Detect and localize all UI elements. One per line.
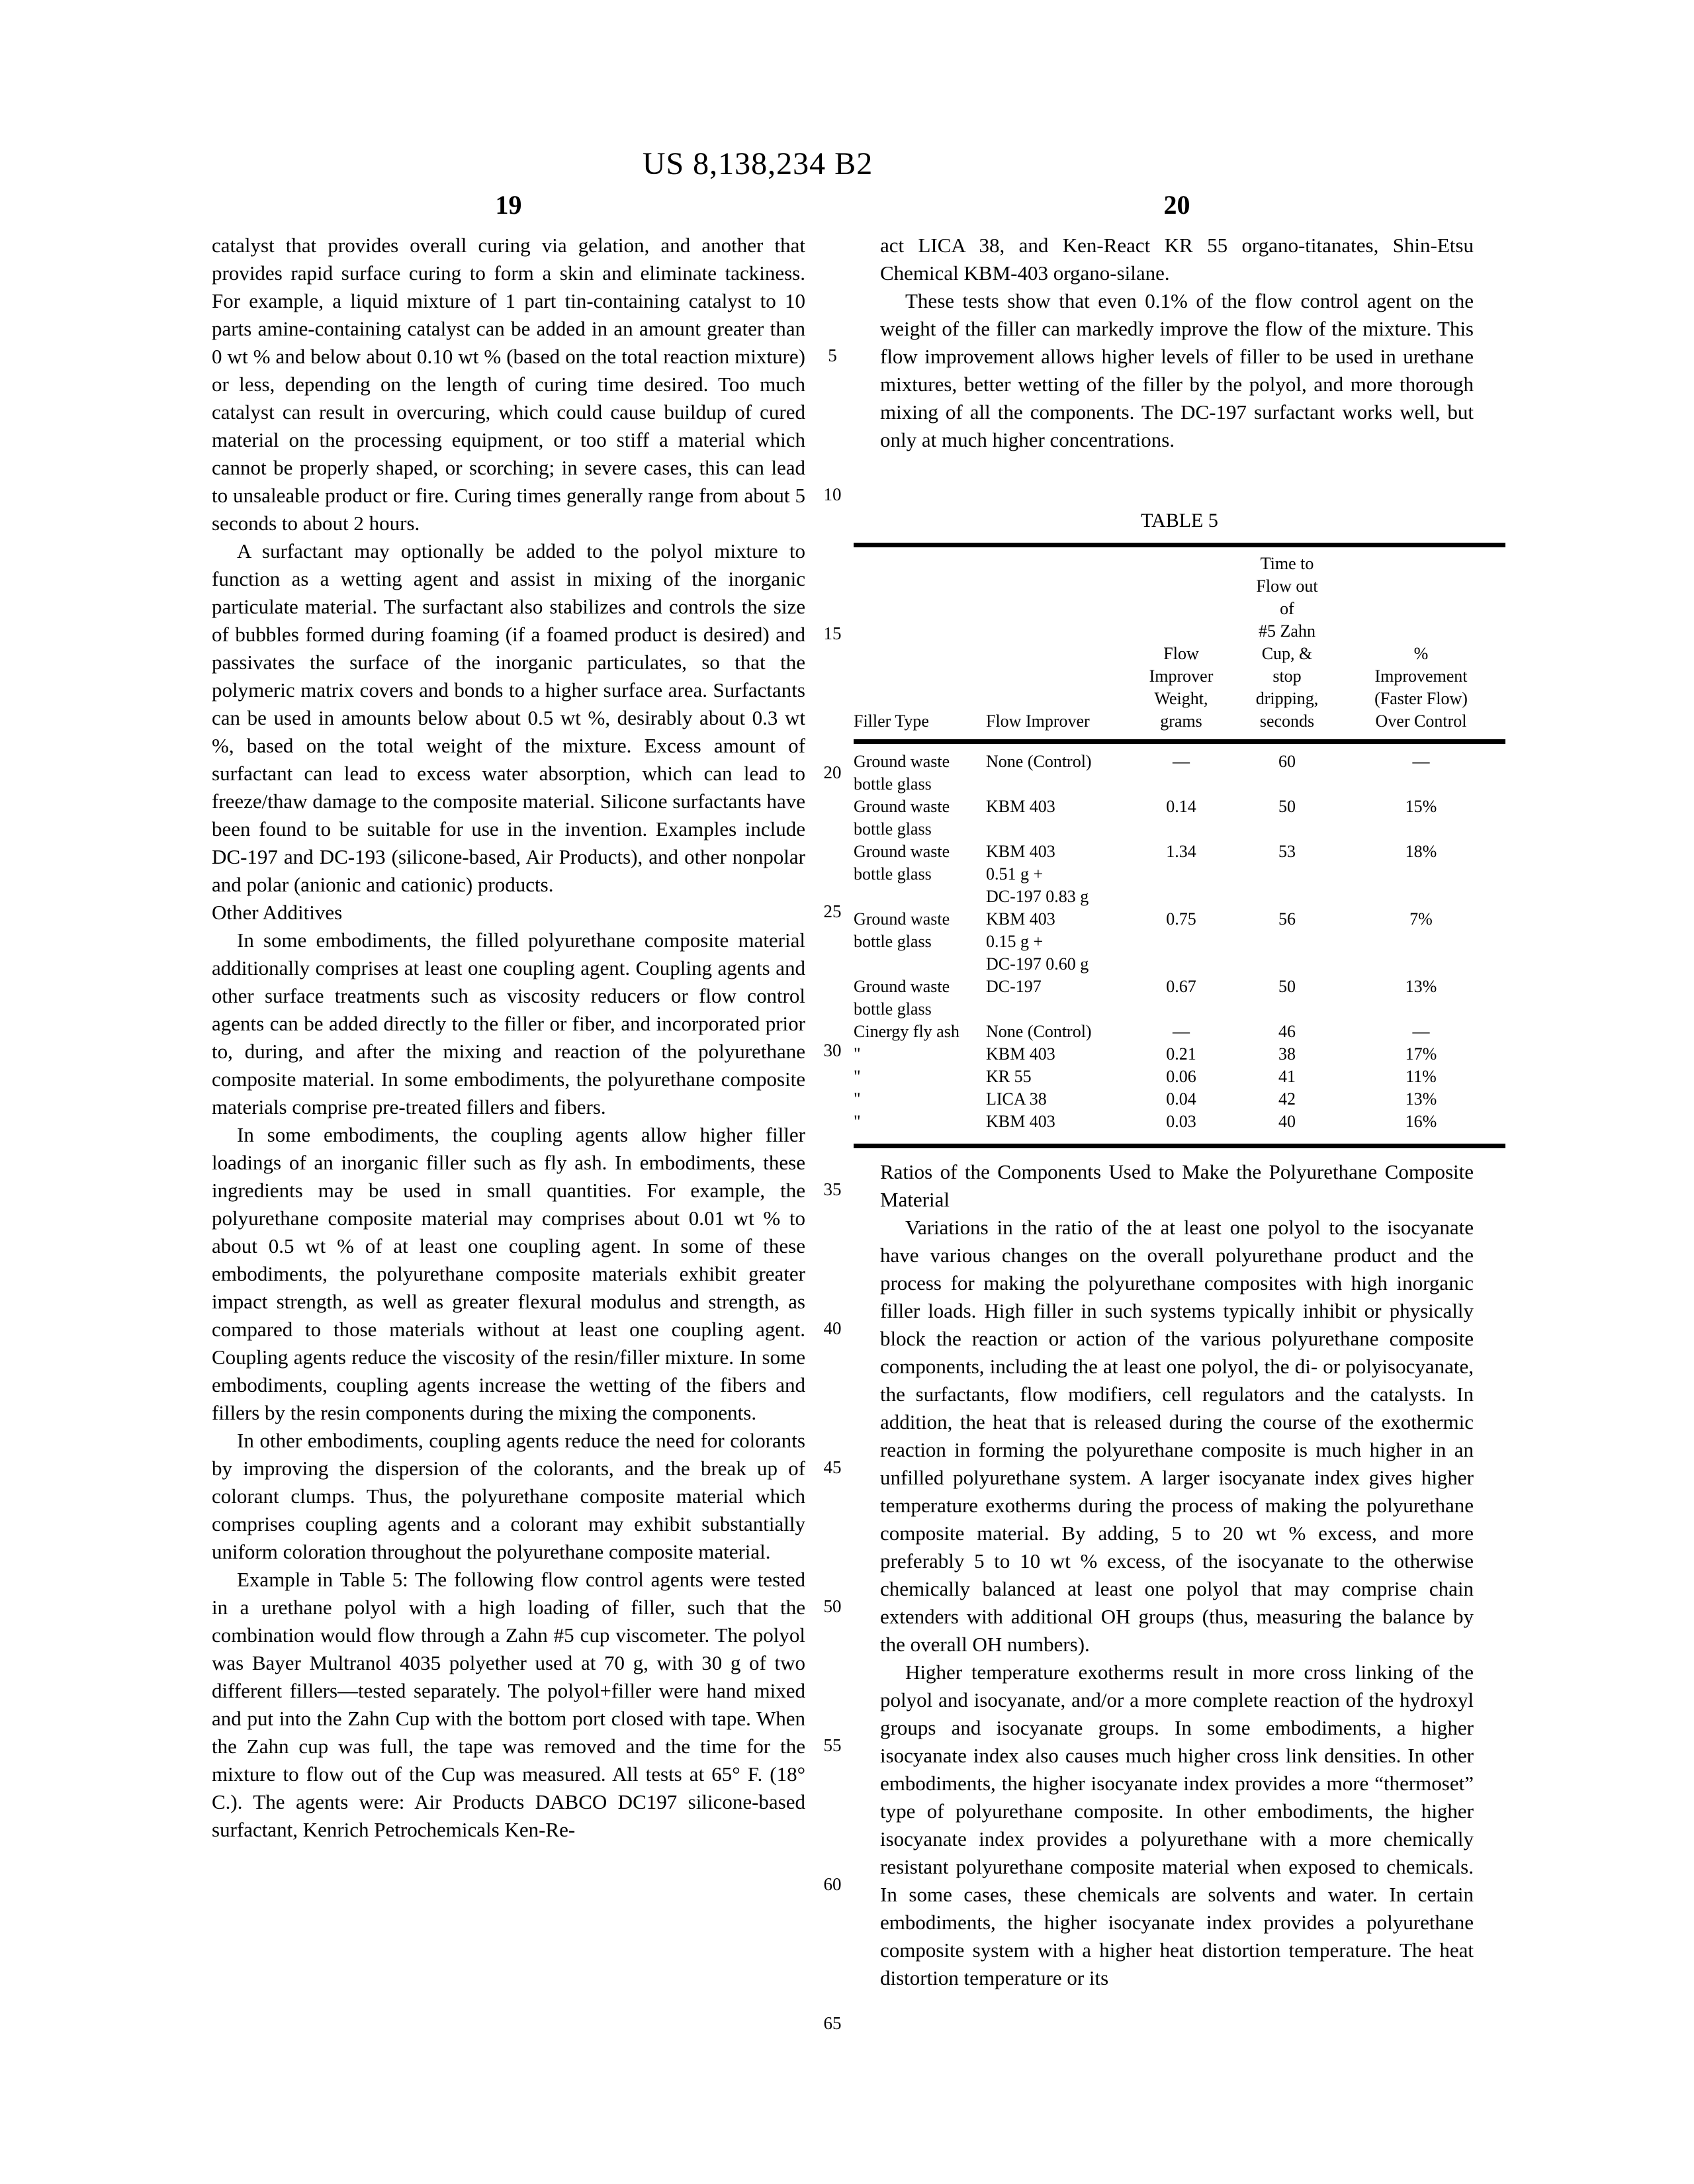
- paragraph: Higher temperature exotherms result in more cross linking of the polyol and isocyanate, and/or a more complete reaction of the hydroxyl groups and isocyanate groups. In some embodiments, a higher isocyanate index also causes much higher cross link densities. In other embodiments, the higher isocyanate index provides a more “thermoset” type of polyurethane composite. In other embodiments, the higher isocyanate index provides a polyurethane with a more chemically resistant polyurethane composite material when exposed to chemicals. In some cases, these chemicals are solvents and water. In certain embodiments, the higher isocyanate index provides a polyurethane composite system with a higher heat distortion temperature. The heat distortion temperature or its: [880, 1661, 1474, 1989]
- table-cell: KBM 403: [986, 1112, 1055, 1131]
- table-cell: Ground waste bottle glass: [854, 842, 950, 884]
- table-cell: 11%: [1405, 1067, 1437, 1086]
- table-cell: KBM 403: [986, 1044, 1055, 1064]
- table-cell: 7%: [1409, 909, 1433, 929]
- table-cell: Cinergy fly ash: [854, 1022, 959, 1041]
- table-cell: 13%: [1405, 977, 1437, 996]
- right-column-bottom: [880, 1158, 1474, 1992]
- table-cell: None (Control): [986, 752, 1092, 771]
- column-header-improvement: % Improvement (Faster Flow) Over Control: [1374, 644, 1468, 731]
- table-cell: —: [1173, 752, 1190, 771]
- section-heading-other-additives: Other Additives: [212, 901, 343, 924]
- table-cell: 0.06: [1166, 1067, 1196, 1086]
- paragraph: In some embodiments, the coupling agents allow higher filler loadings of an inorganic filler such as fly ash. In embodiments, these ingredients may be used in small quantities. For example, the polyurethane composite material may comprises about 0.01 wt % to about 0.5 wt % of at least one coupling agent. In some of these embodiments, the polyurethane composite materials exhibit greater impact strength, as well as greater flexural modulus and strength, as compared to those materials without at least one coupling agent. Coupling agents reduce the viscosity of the resin/filler mixture. In some embodiments, coupling agents increase the wetting of the fibers and fillers by the resin components during the mixing the components.: [212, 1123, 805, 1424]
- table-cell: 46: [1278, 1022, 1296, 1041]
- line-number: 20: [823, 762, 842, 782]
- column-number-left: 19: [495, 190, 522, 220]
- paragraph: catalyst that provides overall curing via gelation, and another that provides rapid surface curing to form a skin and eliminate tackiness. For example, a liquid mixture of 1 part tin-containing catalyst to 10 parts amine-containing catalyst can be added in an amount greater than 0 wt % and below about 0.10 wt % (based on the total reaction mixture) or less, depending on the length of curing time desired. Too much catalyst can result in overcuring, which could cause buildup of cured material on the processing equipment, or too stiff a material which cannot be properly shaped, or scorching; in severe cases, this can lead to unsaleable product or fire. Curing times generally range from about 5 seconds to about 2 hours.: [212, 234, 805, 535]
- table-cell: KBM 403 0.15 g + DC-197 0.60 g: [986, 909, 1089, 974]
- table-cell: —: [1412, 1022, 1430, 1041]
- table-cell: 41: [1278, 1067, 1296, 1086]
- column-header-time: Time to Flow out of #5 Zahn Cup, & stop dripping, seconds: [1255, 554, 1319, 731]
- table-cell: DC-197: [986, 977, 1042, 996]
- table-rule-header: [854, 739, 1505, 744]
- table-row: [854, 1043, 1505, 1066]
- table-row: [854, 751, 1505, 796]
- line-number: 50: [823, 1596, 842, 1616]
- table-cell: 56: [1278, 909, 1296, 929]
- patent-number-heading: US 8,138,234 B2: [642, 146, 873, 181]
- table-cell: 0.21: [1166, 1044, 1196, 1064]
- table-cell: 50: [1278, 797, 1296, 816]
- line-number: 5: [828, 345, 837, 365]
- line-number: 25: [823, 901, 842, 921]
- paragraph: Variations in the ratio of the at least one polyol to the isocyanate have various changes on the overall polyurethane product and the process for making the polyurethane composites with high inorganic filler loads. High filler in such systems typically inhibit or physically block the reaction or action of the various polyurethane composite components, including the at least one polyol, the di- or polyisocyanate, the surfactants, flow modifiers, cell regulators and the catalysts. In addition, the heat that is released during the course of the exothermic reaction in forming the polyurethane composite is much higher in an unfilled polyurethane system. A larger isocyanate index gives higher temperature exotherms during the process of making the polyurethane composite material. By adding, 5 to 20 wt % excess, and more preferably 5 to 10 wt % excess, of the isocyanate to the otherwise chemically balanced at least one polyol that may comprise chain extenders with additional OH groups (thus, measuring the balance by the overall OH numbers).: [880, 1216, 1474, 1656]
- table-cell: 18%: [1405, 842, 1437, 861]
- section-heading-ratios: Ratios of the Components Used to Make the Polyurethane Composite Material: [880, 1160, 1474, 1211]
- table-rule-bottom: [854, 1144, 1505, 1148]
- table-title: TABLE 5: [1141, 510, 1218, 531]
- table-cell: ": [854, 1112, 861, 1131]
- table-cell: 60: [1278, 752, 1296, 771]
- paragraph: These tests show that even 0.1% of the flow control agent on the weight of the filler can markedly improve the flow of the mixture. This flow improvement allows higher levels of filler to be used in urethane mixtures, better wetting of the filler by the polyol, and more thorough mixing of all the components. The DC-197 surfactant works well, but only at much higher concentrations.: [880, 289, 1474, 451]
- table-cell: KBM 403: [986, 797, 1055, 816]
- line-number: 55: [823, 1735, 842, 1755]
- table-cell: 53: [1278, 842, 1296, 861]
- line-number: 40: [823, 1318, 842, 1338]
- column-number-right: 20: [1163, 190, 1190, 220]
- table-cell: 0.14: [1166, 797, 1196, 816]
- table-cell: —: [1412, 752, 1430, 771]
- table-row: [854, 908, 1505, 976]
- paragraph: A surfactant may optionally be added to the polyol mixture to function as a wetting agent and assist in mixing of the inorganic particulate material. The surfactant also stabilizes and controls the size of bubbles formed during foaming (if a foamed product is desired) and passivates the surface of the inorganic particulates, so that the polymeric matrix covers and bonds to a higher surface area. Surfactants can be used in amounts below about 0.5 wt %, desirably about 0.3 wt %, based on the total weight of the mixture. Excess amount of surfactant can lead to excess water absorption, which can lead to freeze/thaw damage to the composite material. Silicone surfactants have been found to be suitable for use in the invention. Examples include DC-197 and DC-193 (silicone-based, Air Products), and other nonpolar and polar (anionic and cationic) products.: [212, 539, 805, 896]
- table-rule-top: [854, 543, 1505, 547]
- paragraph: Example in Table 5: The following flow control agents were tested in a urethane polyol with a high loading of filler, such that the combination would flow through a Zahn #5 cup viscometer. The polyol was Bayer Multranol 4035 polyether used at 70 g, with 30 g of two different fillers—tested separately. The polyol+filler were hand mixed and put into the Zahn Cup with the bottom port closed with tape. When the Zahn cup was full, the tape was removed and the time for the mixture to flow out of the Cup was measured. All tests at 65° F. (18° C.). The agents were: Air Products DABCO DC197 silicone-based surfactant, Kenrich Petrochemicals Ken-Re-: [212, 1568, 805, 1841]
- table-cell: 17%: [1405, 1044, 1437, 1064]
- line-number: 60: [823, 1874, 842, 1894]
- table-cell: Ground waste bottle glass: [854, 977, 950, 1019]
- table-row: [854, 1066, 1505, 1088]
- right-column-top: [880, 232, 1474, 454]
- table-cell: 1.34: [1166, 842, 1196, 861]
- table-5: [854, 510, 1505, 1148]
- table-cell: LICA 38: [986, 1089, 1047, 1109]
- table-cell: 16%: [1405, 1112, 1437, 1131]
- table-cell: 0.04: [1166, 1089, 1196, 1109]
- table-cell: —: [1173, 1022, 1190, 1041]
- paragraph: In other embodiments, coupling agents reduce the need for colorants by improving the dispersion of the colorants, and the break up of colorant clumps. Thus, the polyurethane composite material which comprises coupling agents and a colorant may exhibit substantially uniform coloration throughout the polyurethane composite material.: [212, 1429, 805, 1563]
- table-cell: 0.03: [1166, 1112, 1196, 1131]
- line-number: 10: [823, 484, 842, 504]
- table-cell: Ground waste bottle glass: [854, 752, 950, 794]
- table-cell: 38: [1278, 1044, 1296, 1064]
- table-row: [854, 1088, 1505, 1111]
- table-row: [854, 1021, 1505, 1043]
- table-cell: ": [854, 1044, 861, 1064]
- column-header-weight: Flow Improver Weight, grams: [1149, 644, 1214, 731]
- table-body: [854, 744, 1505, 1144]
- table-cell: None (Control): [986, 1022, 1092, 1041]
- table-row: [854, 1111, 1505, 1133]
- table-cell: ": [854, 1089, 861, 1109]
- table-cell: 40: [1278, 1112, 1296, 1131]
- table-cell: 15%: [1405, 797, 1437, 816]
- table-cell: 0.67: [1166, 977, 1196, 996]
- table-cell: Ground waste bottle glass: [854, 797, 950, 839]
- table-row: [854, 976, 1505, 1021]
- left-column: [212, 232, 805, 1844]
- paragraph: act LICA 38, and Ken-React KR 55 organo-titanates, Shin-Etsu Chemical KBM-403 organo-silane.: [880, 234, 1474, 285]
- line-number: 35: [823, 1179, 842, 1199]
- line-number: 15: [823, 623, 842, 643]
- table-cell: 0.75: [1166, 909, 1196, 929]
- line-number: 65: [823, 2013, 842, 2033]
- table-row: [854, 796, 1505, 841]
- table-cell: Ground waste bottle glass: [854, 909, 950, 951]
- table-cell: KR 55: [986, 1067, 1032, 1086]
- table-header-row: [854, 547, 1505, 739]
- table-cell: 42: [1278, 1089, 1296, 1109]
- column-header-filler-type: Filler Type: [854, 711, 929, 731]
- paragraph: In some embodiments, the filled polyurethane composite material additionally comprises at least one coupling agent. Coupling agents and other surface treatments such as viscosity reducers or flow control agents can be added directly to the filler or fiber, and incorporated prior to, during, and after the mixing and reaction of the polyurethane composite material. In some embodiments, the polyurethane composite materials comprise pre-treated fillers and fibers.: [212, 929, 805, 1118]
- table-row: [854, 841, 1505, 908]
- table-cell: 13%: [1405, 1089, 1437, 1109]
- line-number: 45: [823, 1457, 842, 1477]
- line-number: 30: [823, 1040, 842, 1060]
- table-cell: 50: [1278, 977, 1296, 996]
- column-header-flow-improver: Flow Improver: [986, 711, 1090, 731]
- table-cell: KBM 403 0.51 g + DC-197 0.83 g: [986, 842, 1089, 906]
- table-cell: ": [854, 1067, 861, 1086]
